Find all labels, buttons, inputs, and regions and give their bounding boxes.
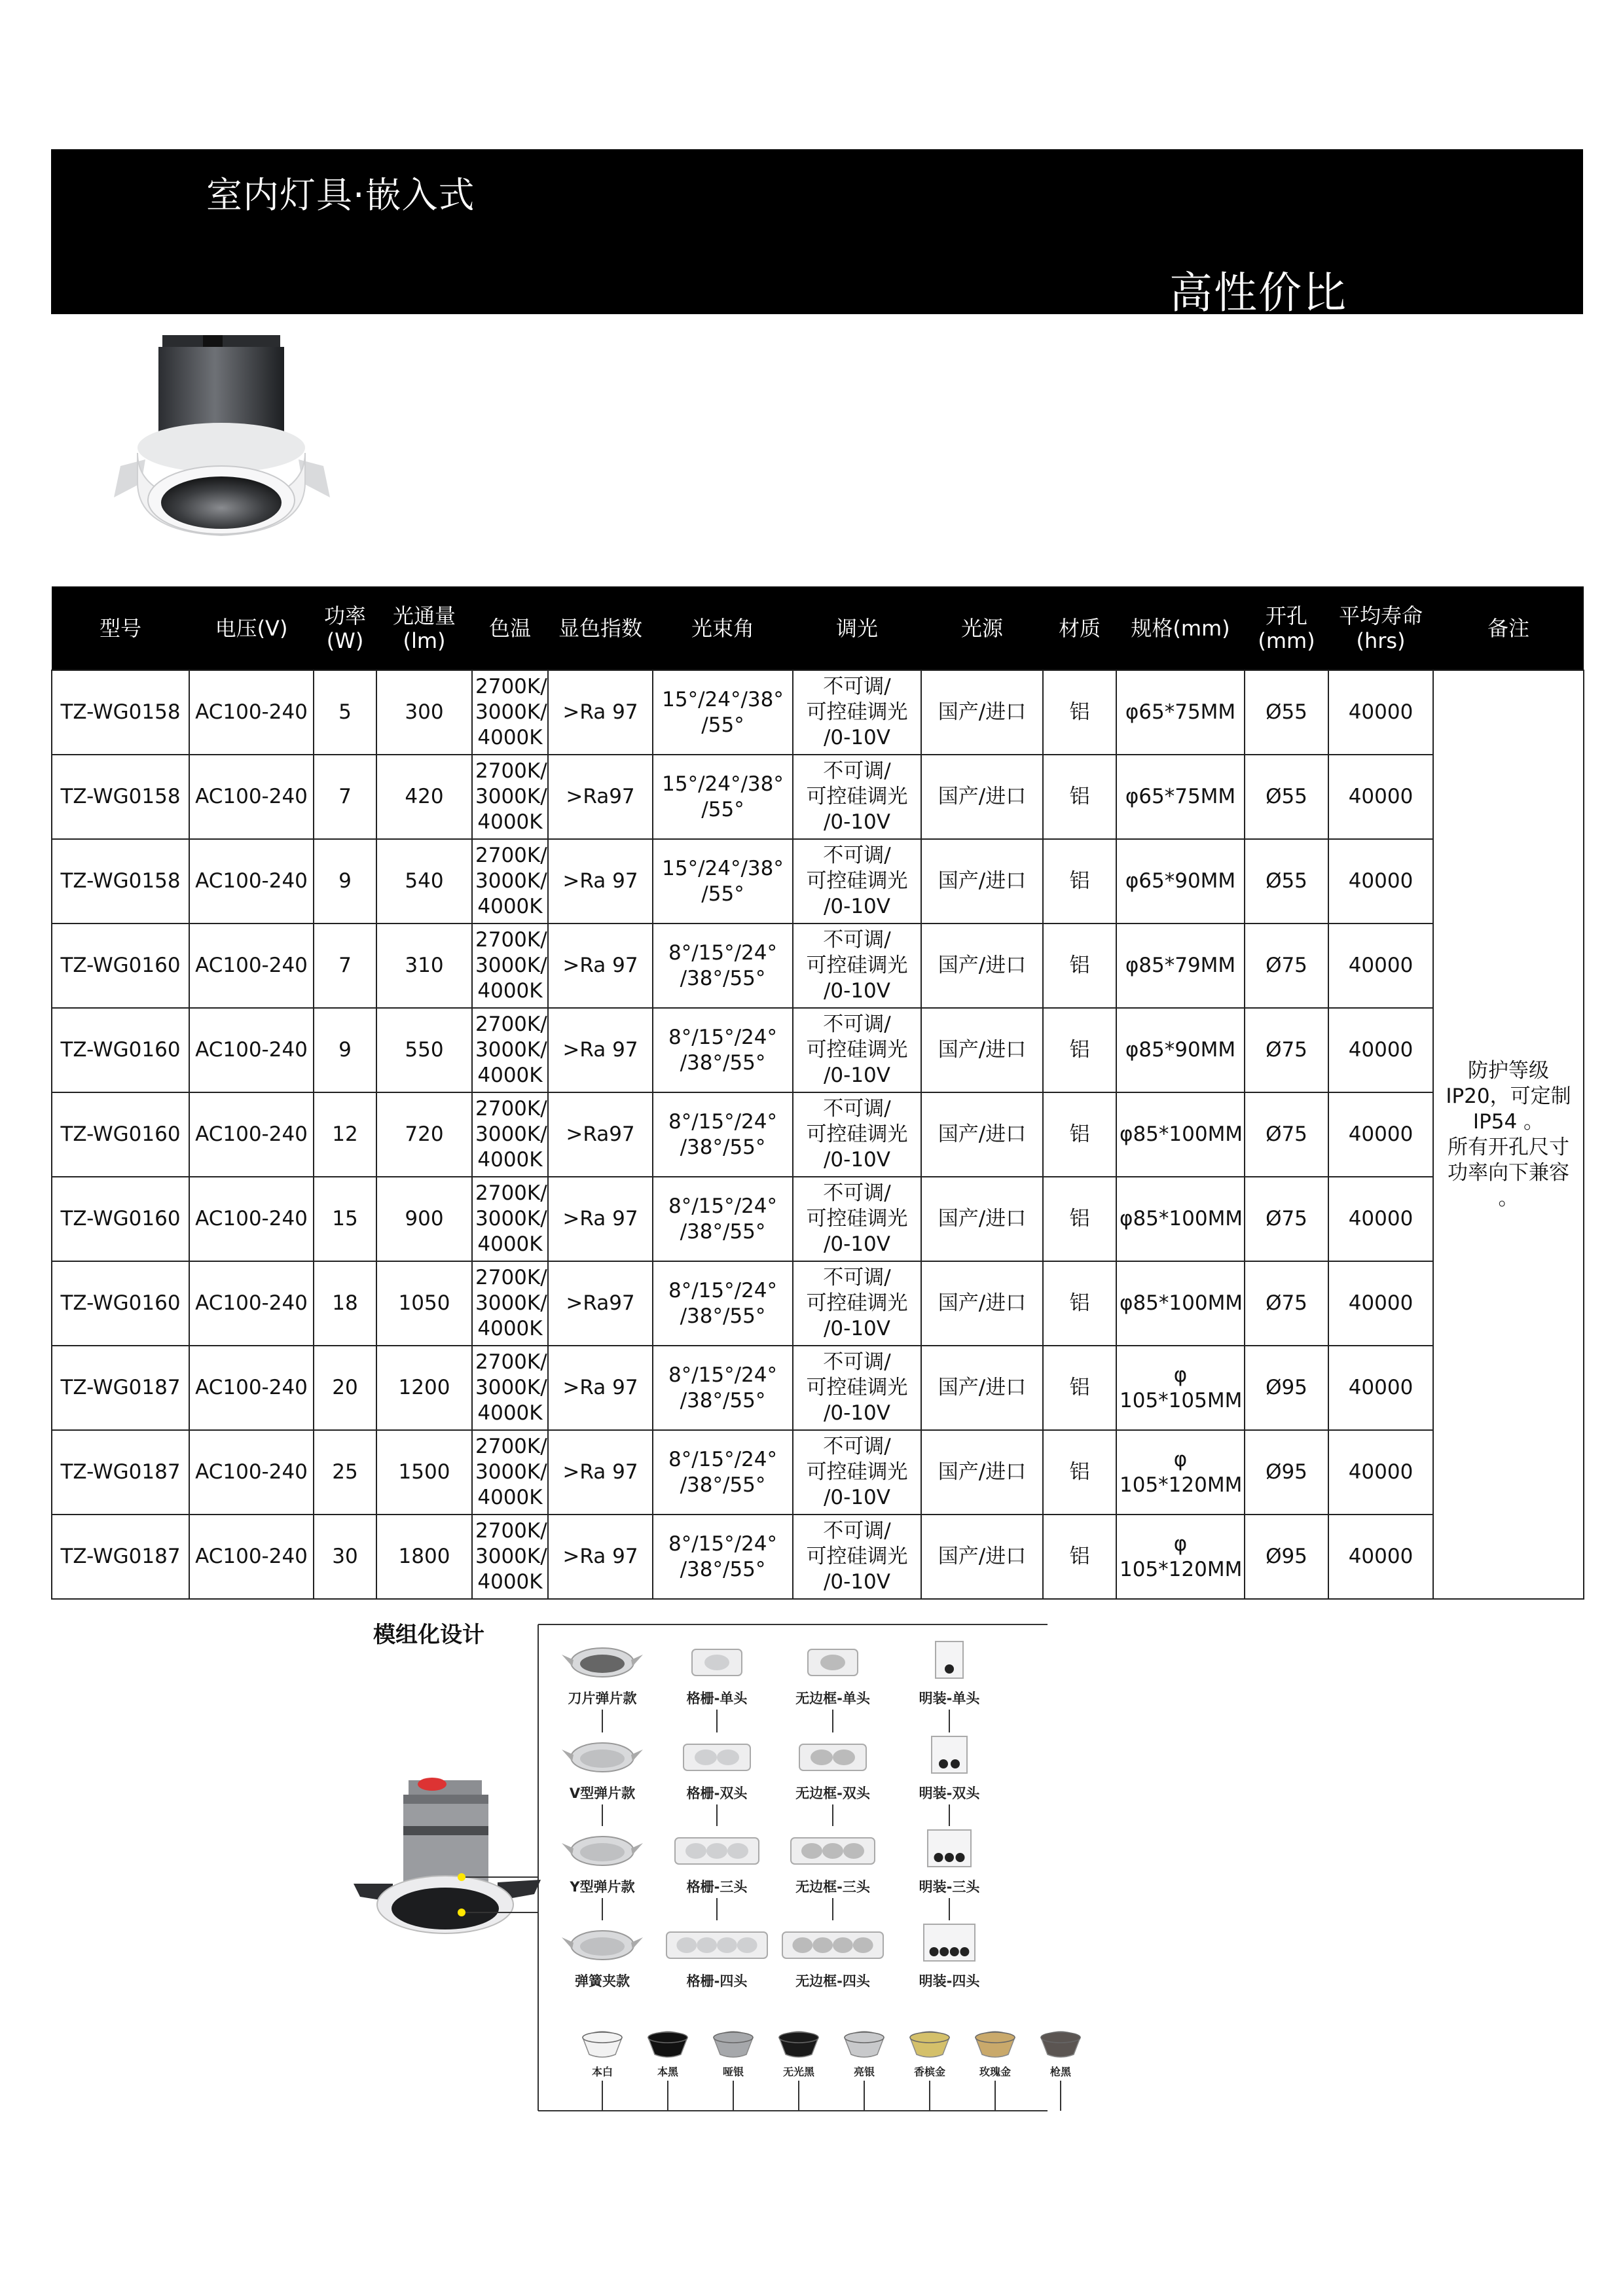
cell-voltage: AC100-240 — [189, 839, 314, 924]
cell-material: 铝 — [1043, 924, 1116, 1008]
cell-dimming: 不可调/ 可控硅调光 /0-10V — [793, 1261, 921, 1346]
table-row — [52, 1430, 1584, 1515]
cell-light-source: 国产/进口 — [921, 1515, 1043, 1599]
module-option-icon — [808, 1649, 858, 1676]
cell-dimming: 不可调/ 可控硅调光 /0-10V — [793, 924, 921, 1008]
cell-voltage: AC100-240 — [189, 1092, 314, 1177]
cell-beam-angle: 8°/15°/24° /38°/55° — [653, 1092, 793, 1177]
cell-beam-angle: 8°/15°/24° /38°/55° — [653, 924, 793, 1008]
cell-cutout: Ø95 — [1245, 1430, 1328, 1515]
cell-beam-angle: 8°/15°/24° /38°/55° — [653, 1515, 793, 1599]
cell-model: TZ-WG0158 — [52, 755, 189, 839]
finish-swatch — [1041, 2032, 1080, 2057]
module-option-icon — [666, 1932, 767, 1958]
module-option-icon — [799, 1744, 866, 1770]
cell-cct: 2700K/ 3000K/ 4000K — [472, 1008, 548, 1092]
cell-model: TZ-WG0158 — [52, 839, 189, 924]
cell-lifetime: 40000 — [1328, 1430, 1433, 1515]
finish-label: 枪黑 — [1049, 2066, 1072, 2078]
cell-voltage: AC100-240 — [189, 1515, 314, 1599]
cell-cct: 2700K/ 3000K/ 4000K — [472, 924, 548, 1008]
module-option-icon — [562, 1931, 643, 1960]
cell-beam-angle: 15°/24°/38° /55° — [653, 670, 793, 755]
cell-cct: 2700K/ 3000K/ 4000K — [472, 1261, 548, 1346]
cell-dimming: 不可调/ 可控硅调光 /0-10V — [793, 1346, 921, 1430]
spec-table — [51, 586, 1584, 1600]
cell-voltage: AC100-240 — [189, 1430, 314, 1515]
cell-dimming: 不可调/ 可控硅调光 /0-10V — [793, 1092, 921, 1177]
cell-model: TZ-WG0160 — [52, 1092, 189, 1177]
header-cutout: 开孔 (mm) — [1245, 586, 1328, 670]
header-cct: 色温 — [472, 586, 548, 670]
module-option-label: 无边框-四头 — [795, 1973, 870, 1989]
cell-lumen: 1050 — [376, 1261, 472, 1346]
header-dimming: 调光 — [793, 586, 921, 670]
cell-lifetime: 40000 — [1328, 1515, 1433, 1599]
cell-power: 9 — [314, 1008, 376, 1092]
cell-cutout: Ø75 — [1245, 1177, 1328, 1261]
cell-light-source: 国产/进口 — [921, 1177, 1043, 1261]
module-option-icon — [675, 1838, 759, 1864]
finish-label: 本白 — [591, 2066, 613, 2078]
module-option-label: 无边框-三头 — [795, 1879, 870, 1895]
cell-size: φ85*79MM — [1116, 924, 1245, 1008]
title-banner — [51, 149, 1583, 318]
header-remarks: 备注 — [1433, 586, 1584, 670]
module-option-label: V型弹片款 — [569, 1785, 636, 1801]
cell-dimming: 不可调/ 可控硅调光 /0-10V — [793, 1177, 921, 1261]
cell-cct: 2700K/ 3000K/ 4000K — [472, 670, 548, 755]
cell-cutout: Ø75 — [1245, 924, 1328, 1008]
cell-lifetime: 40000 — [1328, 839, 1433, 924]
cell-model: TZ-WG0160 — [52, 924, 189, 1008]
cell-cutout: Ø75 — [1245, 1008, 1328, 1092]
cell-light-source: 国产/进口 — [921, 1346, 1043, 1430]
table-row — [52, 924, 1584, 1008]
header-model: 型号 — [52, 586, 189, 670]
cell-lumen: 900 — [376, 1177, 472, 1261]
module-option-icon — [791, 1838, 875, 1864]
cell-light-source: 国产/进口 — [921, 755, 1043, 839]
module-option-icon — [692, 1649, 742, 1676]
cell-cri: >Ra 97 — [548, 1430, 653, 1515]
module-option-label: 格栅-双头 — [686, 1785, 748, 1801]
cell-light-source: 国产/进口 — [921, 1261, 1043, 1346]
cell-power: 20 — [314, 1346, 376, 1430]
remarks-note: 防护等级 IP20，可定制 IP54 。 所有开孔尺寸 功率向下兼容 。 — [1433, 670, 1584, 1599]
table-row — [52, 1008, 1584, 1092]
cell-lifetime: 40000 — [1328, 1092, 1433, 1177]
cell-cct: 2700K/ 3000K/ 4000K — [472, 1092, 548, 1177]
cell-dimming: 不可调/ 可控硅调光 /0-10V — [793, 670, 921, 755]
cell-lifetime: 40000 — [1328, 670, 1433, 755]
table-row — [52, 1177, 1584, 1261]
finish-swatch — [845, 2032, 884, 2057]
cell-material: 铝 — [1043, 755, 1116, 839]
table-row — [52, 1092, 1584, 1177]
cell-lumen: 1200 — [376, 1346, 472, 1430]
cell-dimming: 不可调/ 可控硅调光 /0-10V — [793, 839, 921, 924]
module-option-icon — [932, 1736, 967, 1773]
header-voltage: 电压(V) — [189, 586, 314, 670]
finish-label: 本黑 — [657, 2066, 679, 2078]
table-row — [52, 1261, 1584, 1346]
header-cri: 显色指数 — [548, 586, 653, 670]
cell-lumen: 420 — [376, 755, 472, 839]
cell-voltage: AC100-240 — [189, 1008, 314, 1092]
header-light-source: 光源 — [921, 586, 1043, 670]
cell-model: TZ-WG0187 — [52, 1346, 189, 1430]
cell-lumen: 720 — [376, 1092, 472, 1177]
cell-lifetime: 40000 — [1328, 755, 1433, 839]
finish-swatch — [910, 2032, 949, 2057]
cell-material: 铝 — [1043, 1177, 1116, 1261]
finish-label: 亮银 — [853, 2066, 875, 2078]
cell-lifetime: 40000 — [1328, 1261, 1433, 1346]
modular-diagram — [340, 1610, 1087, 2134]
cell-lumen: 550 — [376, 1008, 472, 1092]
cell-material: 铝 — [1043, 1008, 1116, 1092]
cell-material: 铝 — [1043, 1430, 1116, 1515]
cell-beam-angle: 15°/24°/38° /55° — [653, 755, 793, 839]
cell-material: 铝 — [1043, 670, 1116, 755]
cell-size: φ 105*120MM — [1116, 1430, 1245, 1515]
cell-cct: 2700K/ 3000K/ 4000K — [472, 1177, 548, 1261]
cell-size: φ85*100MM — [1116, 1092, 1245, 1177]
cell-cct: 2700K/ 3000K/ 4000K — [472, 839, 548, 924]
cell-cri: >Ra97 — [548, 755, 653, 839]
cell-model: TZ-WG0158 — [52, 670, 189, 755]
cell-size: φ85*90MM — [1116, 1008, 1245, 1092]
module-option-label: 无边框-双头 — [795, 1785, 870, 1801]
cell-lifetime: 40000 — [1328, 1346, 1433, 1430]
cell-cutout: Ø55 — [1245, 670, 1328, 755]
module-option-label: 格栅-三头 — [686, 1879, 748, 1895]
cell-cutout: Ø95 — [1245, 1346, 1328, 1430]
cell-lifetime: 40000 — [1328, 1008, 1433, 1092]
cell-light-source: 国产/进口 — [921, 1430, 1043, 1515]
module-option-label: 明装-三头 — [919, 1879, 980, 1895]
cell-lifetime: 40000 — [1328, 924, 1433, 1008]
module-option-icon — [562, 1743, 643, 1772]
cell-cct: 2700K/ 3000K/ 4000K — [472, 755, 548, 839]
cell-material: 铝 — [1043, 1346, 1116, 1430]
cell-cutout: Ø95 — [1245, 1515, 1328, 1599]
table-row — [52, 1346, 1584, 1430]
module-option-icon — [782, 1932, 883, 1958]
cell-light-source: 国产/进口 — [921, 839, 1043, 924]
module-option-label: 弹簧夹款 — [575, 1973, 630, 1989]
cell-beam-angle: 8°/15°/24° /38°/55° — [653, 1430, 793, 1515]
cell-power: 12 — [314, 1092, 376, 1177]
cell-size: φ 105*105MM — [1116, 1346, 1245, 1430]
cell-voltage: AC100-240 — [189, 755, 314, 839]
cell-power: 25 — [314, 1430, 376, 1515]
cell-power: 18 — [314, 1261, 376, 1346]
header-lifetime: 平均寿命 (hrs) — [1328, 586, 1433, 670]
cell-lumen: 540 — [376, 839, 472, 924]
cell-cct: 2700K/ 3000K/ 4000K — [472, 1515, 548, 1599]
module-option-icon — [928, 1830, 971, 1867]
finish-swatch — [976, 2032, 1015, 2057]
cell-dimming: 不可调/ 可控硅调光 /0-10V — [793, 1515, 921, 1599]
cell-power: 7 — [314, 755, 376, 839]
cell-power: 30 — [314, 1515, 376, 1599]
cell-voltage: AC100-240 — [189, 924, 314, 1008]
header-material: 材质 — [1043, 586, 1116, 670]
cell-model: TZ-WG0187 — [52, 1515, 189, 1599]
module-option-label: 格栅-四头 — [686, 1973, 748, 1989]
cell-power: 9 — [314, 839, 376, 924]
cell-cri: >Ra 97 — [548, 1515, 653, 1599]
module-option-icon — [924, 1924, 975, 1961]
modular-title: 模组化设计 — [373, 1622, 484, 1648]
finish-label: 哑银 — [722, 2066, 744, 2078]
cell-cri: >Ra 97 — [548, 670, 653, 755]
finish-label: 玫瑰金 — [979, 2066, 1012, 2078]
modular-downlight — [354, 1778, 541, 1933]
cell-size: φ65*90MM — [1116, 839, 1245, 924]
module-option-label: 无边框-单头 — [795, 1691, 870, 1706]
cell-cutout: Ø55 — [1245, 755, 1328, 839]
finish-swatch — [779, 2032, 818, 2057]
finish-label: 香槟金 — [913, 2066, 946, 2078]
cell-model: TZ-WG0160 — [52, 1177, 189, 1261]
table-row — [52, 755, 1584, 839]
cell-beam-angle: 8°/15°/24° /38°/55° — [653, 1177, 793, 1261]
cell-light-source: 国产/进口 — [921, 1092, 1043, 1177]
table-row — [52, 839, 1584, 924]
module-option-label: 刀片弹片款 — [568, 1691, 637, 1706]
cell-size: φ65*75MM — [1116, 755, 1245, 839]
module-option-icon — [936, 1641, 963, 1678]
table-header-row — [52, 586, 1584, 670]
cell-size: φ65*75MM — [1116, 670, 1245, 755]
header-beam-angle: 光束角 — [653, 586, 793, 670]
module-option-label: 明装-双头 — [919, 1785, 980, 1801]
cell-cri: >Ra 97 — [548, 1008, 653, 1092]
cell-lifetime: 40000 — [1328, 1177, 1433, 1261]
cell-model: TZ-WG0187 — [52, 1430, 189, 1515]
cell-light-source: 国产/进口 — [921, 1008, 1043, 1092]
cell-material: 铝 — [1043, 1092, 1116, 1177]
cell-voltage: AC100-240 — [189, 1177, 314, 1261]
cell-cct: 2700K/ 3000K/ 4000K — [472, 1346, 548, 1430]
product-image — [105, 335, 354, 558]
cell-cri: >Ra 97 — [548, 924, 653, 1008]
finish-swatch — [648, 2032, 687, 2057]
cell-size: φ85*100MM — [1116, 1177, 1245, 1261]
category-title: 室内灯具·嵌入式 — [206, 174, 475, 216]
finish-label: 无光黑 — [782, 2066, 815, 2078]
table-row — [52, 670, 1584, 755]
cell-cutout: Ø75 — [1245, 1092, 1328, 1177]
cell-beam-angle: 8°/15°/24° /38°/55° — [653, 1346, 793, 1430]
cell-cct: 2700K/ 3000K/ 4000K — [472, 1430, 548, 1515]
cell-material: 铝 — [1043, 839, 1116, 924]
header-size: 规格(mm) — [1116, 586, 1245, 670]
cell-light-source: 国产/进口 — [921, 924, 1043, 1008]
cell-cri: >Ra97 — [548, 1092, 653, 1177]
finish-swatch — [714, 2032, 753, 2057]
cell-size: φ85*100MM — [1116, 1261, 1245, 1346]
cell-voltage: AC100-240 — [189, 670, 314, 755]
cell-lumen: 1500 — [376, 1430, 472, 1515]
cell-cutout: Ø75 — [1245, 1261, 1328, 1346]
cell-model: TZ-WG0160 — [52, 1008, 189, 1092]
cell-voltage: AC100-240 — [189, 1346, 314, 1430]
cell-cri: >Ra 97 — [548, 839, 653, 924]
cell-beam-angle: 8°/15°/24° /38°/55° — [653, 1008, 793, 1092]
cell-dimming: 不可调/ 可控硅调光 /0-10V — [793, 755, 921, 839]
table-row — [52, 1515, 1584, 1599]
module-option-label: 明装-单头 — [919, 1691, 980, 1706]
cell-beam-angle: 8°/15°/24° /38°/55° — [653, 1261, 793, 1346]
cell-cri: >Ra 97 — [548, 1346, 653, 1430]
cell-power: 5 — [314, 670, 376, 755]
module-option-label: 格栅-单头 — [686, 1691, 748, 1706]
finish-swatch — [583, 2032, 622, 2057]
module-option-label: Y型弹片款 — [570, 1879, 635, 1895]
header-lumen: 光通量 (lm) — [376, 586, 472, 670]
cell-model: TZ-WG0160 — [52, 1261, 189, 1346]
cell-cri: >Ra 97 — [548, 1177, 653, 1261]
cell-dimming: 不可调/ 可控硅调光 /0-10V — [793, 1430, 921, 1515]
cell-material: 铝 — [1043, 1261, 1116, 1346]
cell-lumen: 310 — [376, 924, 472, 1008]
module-option-icon — [684, 1744, 750, 1770]
module-option-label: 明装-四头 — [919, 1973, 980, 1989]
header-power: 功率 (W) — [314, 586, 376, 670]
tagline: 高性价比 — [1169, 268, 1347, 318]
cell-material: 铝 — [1043, 1515, 1116, 1599]
cell-cutout: Ø55 — [1245, 839, 1328, 924]
cell-dimming: 不可调/ 可控硅调光 /0-10V — [793, 1008, 921, 1092]
cell-power: 15 — [314, 1177, 376, 1261]
cell-power: 7 — [314, 924, 376, 1008]
cell-size: φ 105*120MM — [1116, 1515, 1245, 1599]
cell-beam-angle: 15°/24°/38° /55° — [653, 839, 793, 924]
cell-light-source: 国产/进口 — [921, 670, 1043, 755]
module-option-icon — [562, 1648, 643, 1677]
cell-voltage: AC100-240 — [189, 1261, 314, 1346]
cell-lumen: 1800 — [376, 1515, 472, 1599]
module-option-icon — [562, 1837, 643, 1865]
cell-lumen: 300 — [376, 670, 472, 755]
cell-cri: >Ra97 — [548, 1261, 653, 1346]
